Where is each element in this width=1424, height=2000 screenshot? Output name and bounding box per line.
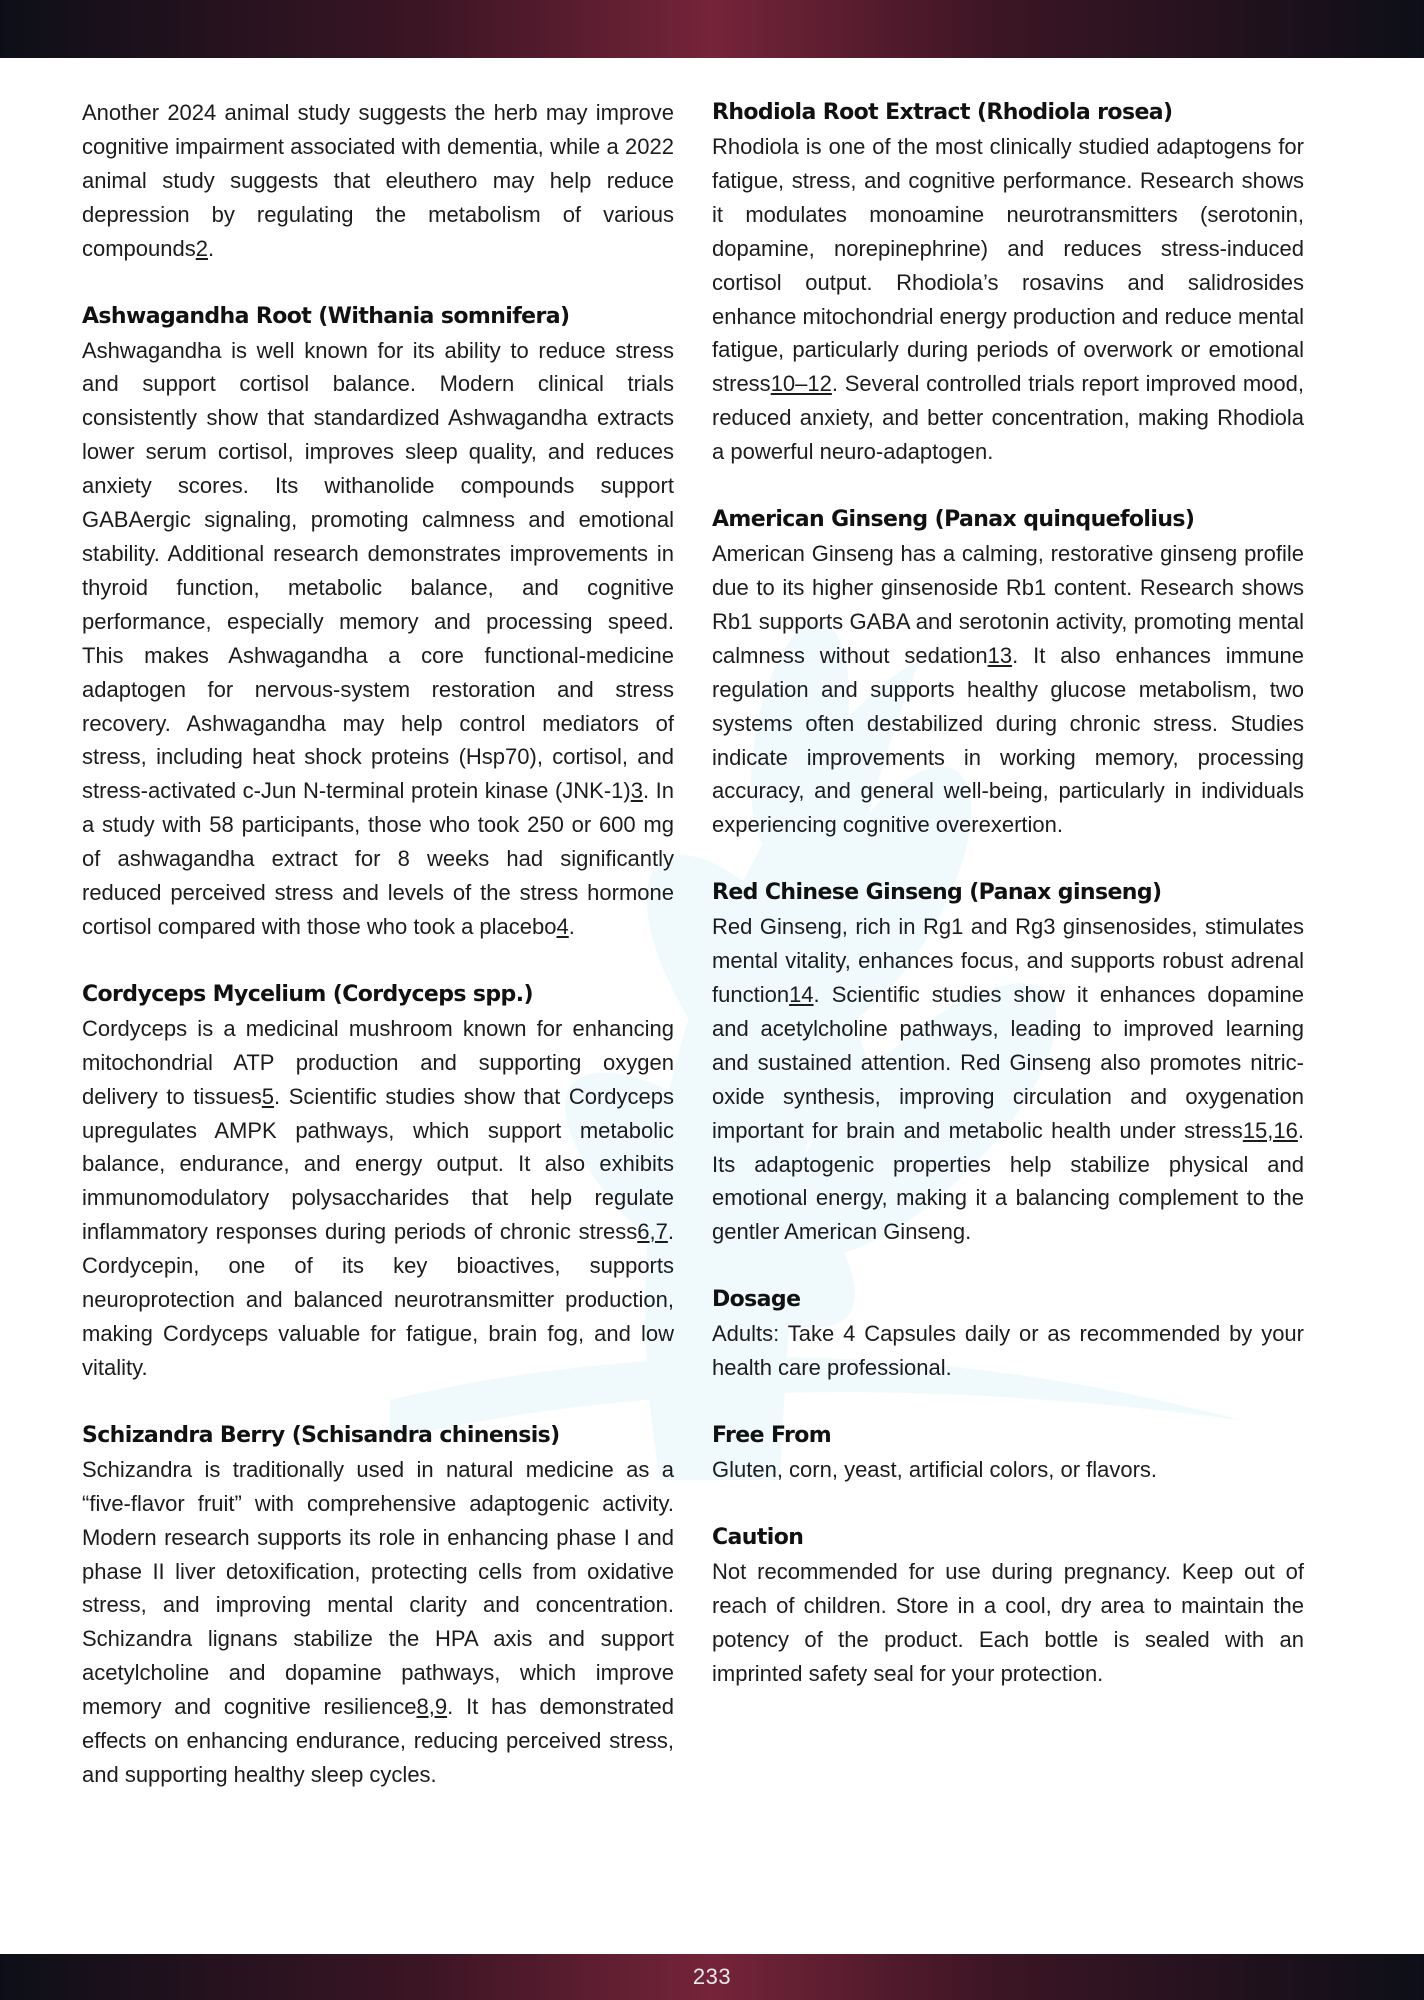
dosage-heading: Dosage xyxy=(712,1287,801,1313)
section-caution xyxy=(712,1521,1304,1691)
rhodiola-text-2: . Several controlled trials report improved mood, reduced anxiety, and better concentration, making Rhodiola a powerful neuro-adaptogen. xyxy=(712,371,1304,465)
cordyceps-text-1: Cordyceps is a medicinal mushroom known for enhancing mitochondrial ATP production and supporting oxygen delivery to tissues xyxy=(82,1015,674,1109)
rhodiola-paragraph xyxy=(712,130,1304,469)
reference-link-14[interactable]: 14 xyxy=(789,982,814,1008)
american-ginseng-text-2: . It also enhances immune regulation and supports healthy glucose metabolism, two systems often destabilized during chronic stress. Studies indicate improvements in working memory, processing accuracy, and general well-being, particularly in individuals experiencing cognitive overexertion. xyxy=(712,642,1304,838)
reference-link-2[interactable]: 2 xyxy=(195,235,208,261)
ashwagandha-text-3: . xyxy=(568,913,575,939)
section-schizandra xyxy=(82,1419,674,1792)
red-ginseng-paragraph xyxy=(712,910,1304,1249)
right-column xyxy=(712,96,1304,1725)
free-from-heading: Free From xyxy=(712,1423,832,1449)
schizandra-text-2: . It has demonstrated effects on enhancing endurance, reducing perceived stress, and supporting healthy sleep cycles. xyxy=(82,1694,674,1787)
section-intro xyxy=(82,96,674,266)
american-ginseng-paragraph xyxy=(712,537,1304,842)
ashwagandha-heading: Ashwagandha Root (Withania somnifera) xyxy=(82,303,570,329)
cordyceps-paragraph xyxy=(82,1012,674,1385)
ashwagandha-text-2: . In a study with 58 participants, those who took 250 or 600 mg of ashwagandha extract for 8 weeks had significantly reduced perceived stress and levels of the stress hormone cortisol compared with those who took a placebo xyxy=(82,778,674,939)
red-ginseng-heading: Red Chinese Ginseng (Panax ginseng) xyxy=(712,880,1162,906)
section-red-ginseng xyxy=(712,876,1304,1249)
top-banner xyxy=(0,0,1424,58)
left-column xyxy=(82,96,674,1826)
intro-text: Another 2024 animal study suggests the herb may improve cognitive impairment associated with dementia, while a 2022 animal study suggests that eleuthero may help reduce depression by regulating the metabolism of various compounds xyxy=(82,100,674,261)
schizandra-text-1: Schizandra is traditionally used in natural medicine as a “five-flavor fruit” with comprehensive adaptogenic activity. Modern research supports its role in enhancing phase I and phase II liver detoxification, protecting cells from oxidative stress, and improving mental clarity and concentration. Schizandra lignans stabilize the HPA axis and support acetylcholine and dopamine pathways, which improve memory and cognitive resilience xyxy=(82,1456,674,1720)
section-cordyceps xyxy=(82,978,674,1385)
reference-link-15-16[interactable]: 15,16 xyxy=(1242,1117,1298,1143)
section-american-ginseng xyxy=(712,503,1304,842)
schizandra-paragraph xyxy=(82,1453,674,1792)
section-rhodiola xyxy=(712,96,1304,469)
american-ginseng-heading: American Ginseng (Panax quinquefolius) xyxy=(712,507,1195,533)
intro-paragraph xyxy=(82,96,674,266)
section-ashwagandha xyxy=(82,300,674,944)
dosage-text: Adults: Take 4 Capsules daily or as recommended by your health care professional. xyxy=(712,1321,1304,1381)
section-dosage xyxy=(712,1283,1304,1385)
red-ginseng-text-3: . Its adaptogenic properties help stabilize physical and emotional energy, making it a balancing complement to the gentler American Ginseng. xyxy=(712,1117,1304,1245)
reference-link-4[interactable]: 4 xyxy=(556,913,569,939)
caution-heading: Caution xyxy=(712,1525,804,1550)
section-free-from xyxy=(712,1419,1304,1487)
reference-link-8-9[interactable]: 8,9 xyxy=(416,1694,448,1720)
reference-link-5[interactable]: 5 xyxy=(261,1083,275,1109)
page-number: 233 xyxy=(692,1964,732,1989)
caution-text: Not recommended for use during pregnancy. Keep out of reach of children. Store in a cool, dry area to maintain the potency of the product. Each bottle is sealed with an imprinted safety seal for your protection. xyxy=(712,1559,1304,1686)
ashwagandha-paragraph xyxy=(82,334,674,944)
intro-text-end: . xyxy=(208,235,215,261)
cordyceps-text-2: . Scientific studies show that Cordyceps upregulates AMPK pathways, which support metabolic balance, endurance, and energy output. It also exhibits immunomodulatory polysaccharides that help regulate inflammatory responses during periods of chronic stress xyxy=(82,1083,675,1245)
rhodiola-text-1: Rhodiola is one of the most clinically studied adaptogens for fatigue, stress, and cognitive performance. Research shows it modulates monoamine neurotransmitters (serotonin, dopamine, norepinephrine) and reduces stress-induced cortisol output. Rhodiola’s rosavins and salidrosides enhance mitochondrial energy production and reduce mental fatigue, particularly during periods of overwork or emotional stress xyxy=(712,134,1304,397)
reference-link-13[interactable]: 13 xyxy=(987,642,1013,668)
american-ginseng-text-1: American Ginseng has a calming, restorative ginseng profile due to its higher ginsenoside Rb1 content. Research shows Rb1 supports GABA and serotonin activity, promoting mental calmness without sedation xyxy=(712,541,1304,668)
ashwagandha-text-1: Ashwagandha is well known for its ability to reduce stress and support cortisol balance. Modern clinical trials consistently show that standardized Ashwagandha extracts lower serum cortisol, improves sleep quality, and reduces anxiety scores. Its withanolide compounds support GABAergic signaling, promoting calmness and emotional stability. Additional research demonstrates improvements in thyroid function, metabolic balance, and cognitive performance, especially memory and processing speed. This makes Ashwagandha a core functional-medicine adaptogen for nervous-system restoration and stress recovery. Ashwagandha may help control mediators of stress, including heat shock proteins (Hsp70), cortisol, and stress-activated c-Jun N-terminal protein kinase (JNK-1) xyxy=(82,337,674,804)
reference-link-3[interactable]: 3 xyxy=(630,778,643,804)
footer-banner xyxy=(0,1954,1424,2000)
red-ginseng-text-1: Red Ginseng, rich in Rg1 and Rg3 ginsenosides, stimulates mental vitality, enhances focus, and supports robust adrenal function xyxy=(712,914,1304,1008)
reference-link-10-12[interactable]: 10–12 xyxy=(770,371,832,397)
red-ginseng-text-2: . Scientific studies show it enhances dopamine and acetylcholine pathways, leading to improved learning and sustained attention. Red Ginseng also promotes nitric-oxide synthesis, improving circulation and oxygenation important for brain and metabolic health under stress xyxy=(712,982,1304,1143)
rhodiola-heading: Rhodiola Root Extract (Rhodiola rosea) xyxy=(712,100,1173,125)
schizandra-heading: Schizandra Berry (Schisandra chinensis) xyxy=(82,1422,560,1448)
cordyceps-text-3: . Cordycepin, one of its key bioactives, supports neuroprotection and balanced neurotransmitter production, making Cordyceps valuable for fatigue, brain fog, and low vitality. xyxy=(82,1219,674,1380)
cordyceps-heading: Cordyceps Mycelium (Cordyceps spp.) xyxy=(82,981,533,1007)
free-from-text: Gluten, corn, yeast, artificial colors, or flavors. xyxy=(712,1457,1158,1483)
reference-link-6-7[interactable]: 6,7 xyxy=(637,1219,668,1245)
